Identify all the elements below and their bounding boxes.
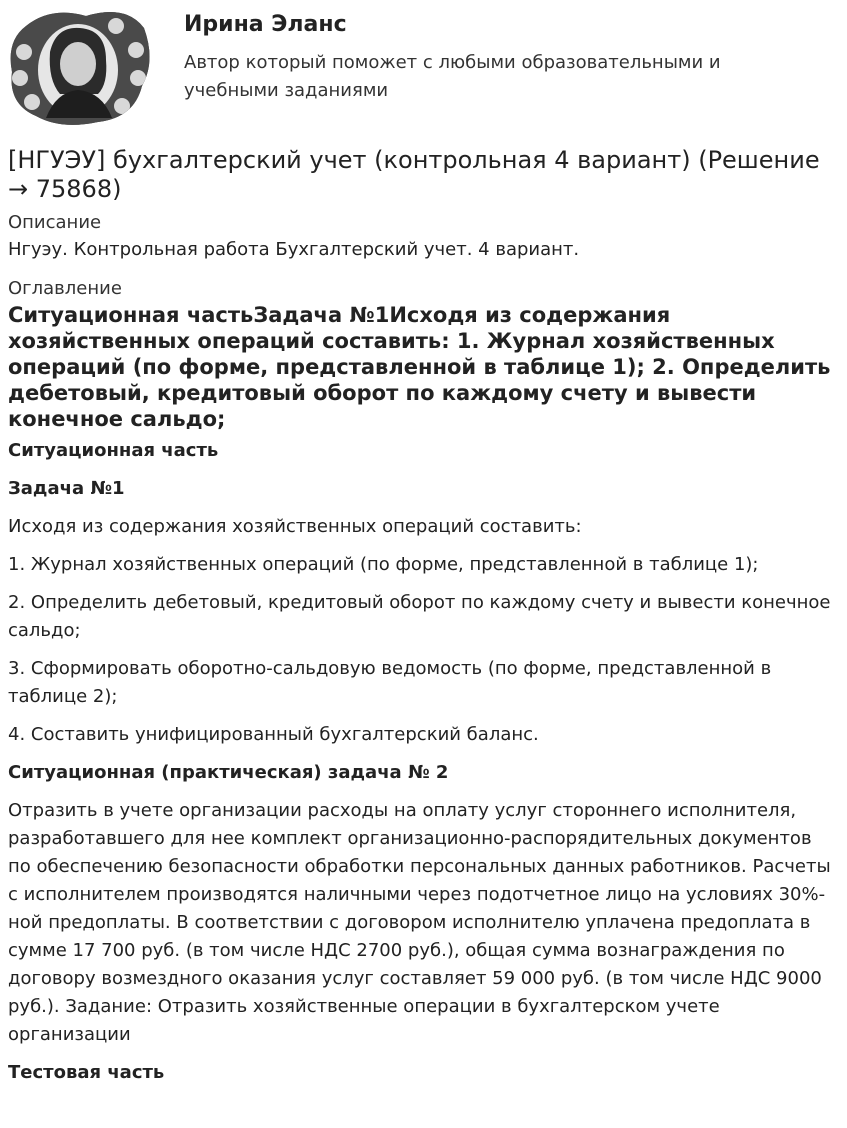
task1-intro: Исходя из содержания хозяйственных операций составить:: [8, 516, 582, 537]
author-name[interactable]: Ирина Эланс: [184, 12, 347, 37]
description-label: Описание: [8, 212, 102, 233]
document-content: [8, 146, 840, 1087]
task1-item: 1. Журнал хозяйственных операций (по форме, представленной в таблице 1);: [8, 554, 759, 575]
test-section-heading: Тестовая часть: [8, 1062, 165, 1083]
toc-heading: Ситуационная частьЗадача №1Исходя из содержания хозяйственных операций составить: 1. Журнал хозяйственных операций (по форме, представленной в таблице 1); 2. Определить дебетовый, кредитовый оборот по каждому счету и вывести конечное сальдо;: [8, 303, 831, 431]
task1-item: 2. Определить дебетовый, кредитовый оборот по каждому счету и вывести конечное сальдо;: [8, 592, 831, 641]
author-avatar[interactable]: [6, 6, 152, 128]
author-description: Автор который поможет с любыми образовательными и учебными заданиями: [184, 52, 721, 101]
task1-item: 4. Составить унифицированный бухгалтерский баланс.: [8, 724, 539, 745]
task1-item: 3. Сформировать оборотно-сальдовую ведомость (по форме, представленной в таблице 2);: [8, 658, 772, 707]
task2-text: Отразить в учете организации расходы на оплату услуг стороннего исполнителя, разработавшего для нее комплект организационно-распорядительных документов по обеспечению безопасности обработки персональных данных работников. Расчеты с исполнителем производятся наличными через подотчетное лицо на условиях 30%-ной предоплаты. В соответствии с договором исполнителю уплачена предоплата в сумме 17 700 руб. (в том числе НДС 2700 руб.), общая сумма вознаграждения по договору возмездного оказания услуг составляет 59 000 руб. (в том числе НДС 9000 руб.). Задание: Отразить хозяйственные операции в бухгалтерском учете организации: [8, 800, 831, 1045]
section-heading-situational: Ситуационная часть: [8, 440, 219, 461]
task2-heading: Ситуационная (практическая) задача № 2: [8, 762, 449, 783]
avatar-image: [6, 6, 152, 128]
description-text: Нгуэу. Контрольная работа Бухгалтерский учет. 4 вариант.: [8, 239, 580, 260]
page-title: [НГУЭУ] бухгалтерский учет (контрольная 4 вариант) (Решение → 75868): [8, 146, 820, 203]
toc-label: Оглавление: [8, 278, 122, 299]
task1-heading: Задача №1: [8, 478, 125, 499]
author-card: [0, 0, 847, 130]
